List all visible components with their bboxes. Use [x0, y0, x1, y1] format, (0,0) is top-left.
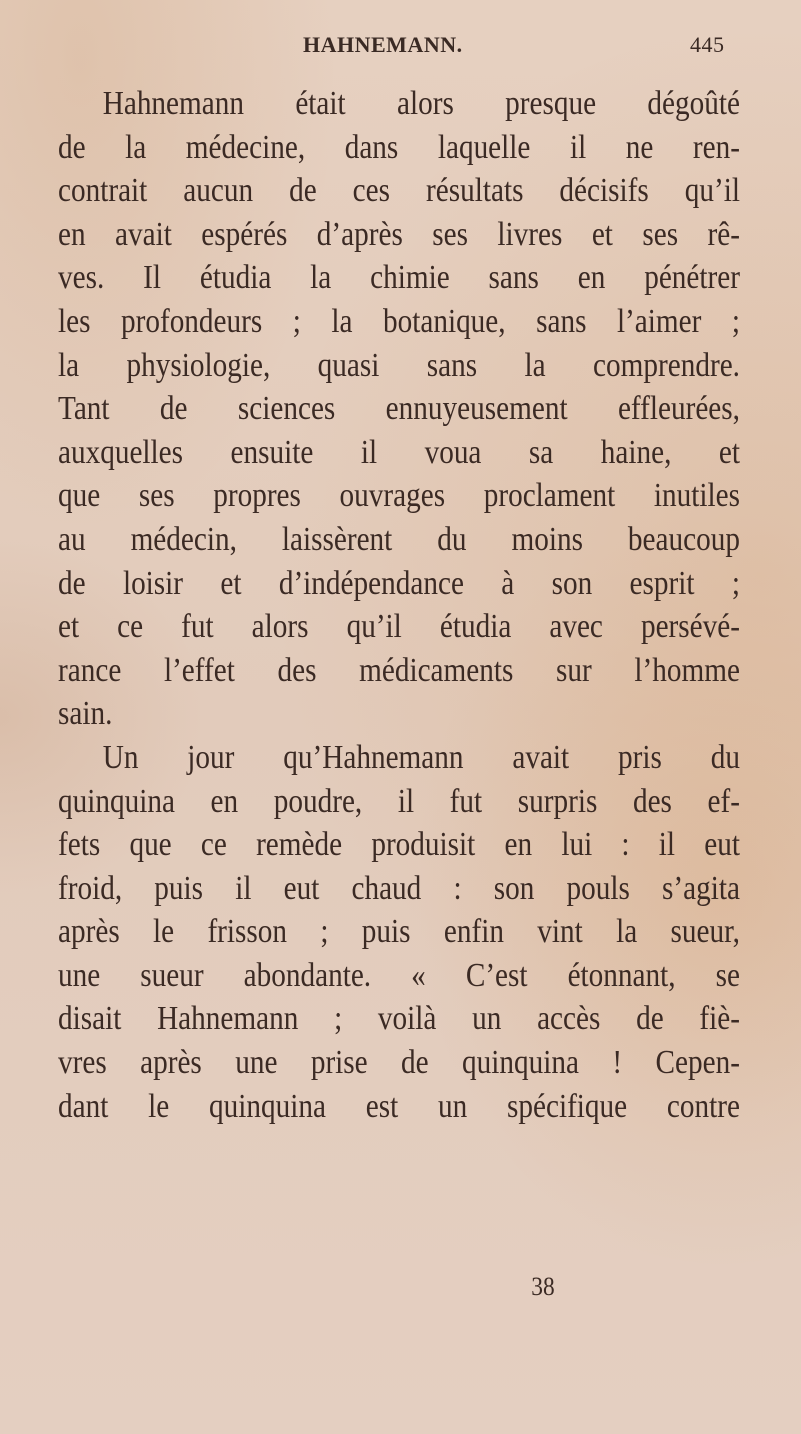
- text-line: rance l’effet des médicaments sur l’homme: [58, 651, 740, 689]
- text-line: Hahnemann était alors presque dégoûté: [102, 85, 740, 122]
- text-line: la physiologie, quasi sans la comprendre.: [58, 346, 740, 384]
- text-line: disait Hahnemann ; voilà un accès de fiè-: [58, 1000, 740, 1038]
- page-number: 445: [690, 32, 725, 57]
- text-line: de la médecine, dans laquelle il ne ren-: [58, 128, 740, 166]
- text-line: Tant de sciences ennuyeusement effleurées,: [58, 390, 740, 428]
- text-line: une sueur abondante. « C’est étonnant, se: [58, 956, 740, 994]
- text-line: et ce fut alors qu’il étudia avec persévé-: [58, 608, 740, 646]
- running-title: HAHNEMANN.: [303, 32, 463, 57]
- body-text: [58, 82, 740, 1128]
- text-line: quinquina en poudre, il fut surpris des ef-: [58, 782, 740, 820]
- text-line: les profondeurs ; la botanique, sans l’aimer ;: [58, 302, 740, 340]
- text-line: sain.: [58, 695, 113, 733]
- text-line: contrait aucun de ces résultats décisifs qu’il: [58, 172, 740, 210]
- text-line: de loisir et d’indépendance à son esprit ;: [58, 564, 740, 602]
- signature-mark: 38: [531, 1272, 555, 1301]
- text-line: fets que ce remède produisit en lui : il eut: [58, 826, 740, 864]
- text-line: en avait espérés d’après ses livres et ses rê-: [58, 215, 740, 253]
- text-line: que ses propres ouvrages proclament inutiles: [58, 477, 740, 515]
- text-line: froid, puis il eut chaud : son pouls s’agita: [58, 869, 740, 907]
- text-line: vres après une prise de quinquina ! Cepen-: [58, 1044, 740, 1082]
- text-line: Un jour qu’Hahnemann avait pris du: [102, 738, 740, 776]
- text-line: dant le quinquina est un spécifique contre: [58, 1087, 740, 1125]
- text-line: auxquelles ensuite il voua sa haine, et: [58, 433, 740, 471]
- running-head: [0, 30, 801, 60]
- text-line: ves. Il étudia la chimie sans en pénétrer: [58, 259, 740, 297]
- text-line: après le frisson ; puis enfin vint la sueur,: [58, 913, 740, 951]
- text-line: au médecin, laissèrent du moins beaucoup: [58, 520, 740, 558]
